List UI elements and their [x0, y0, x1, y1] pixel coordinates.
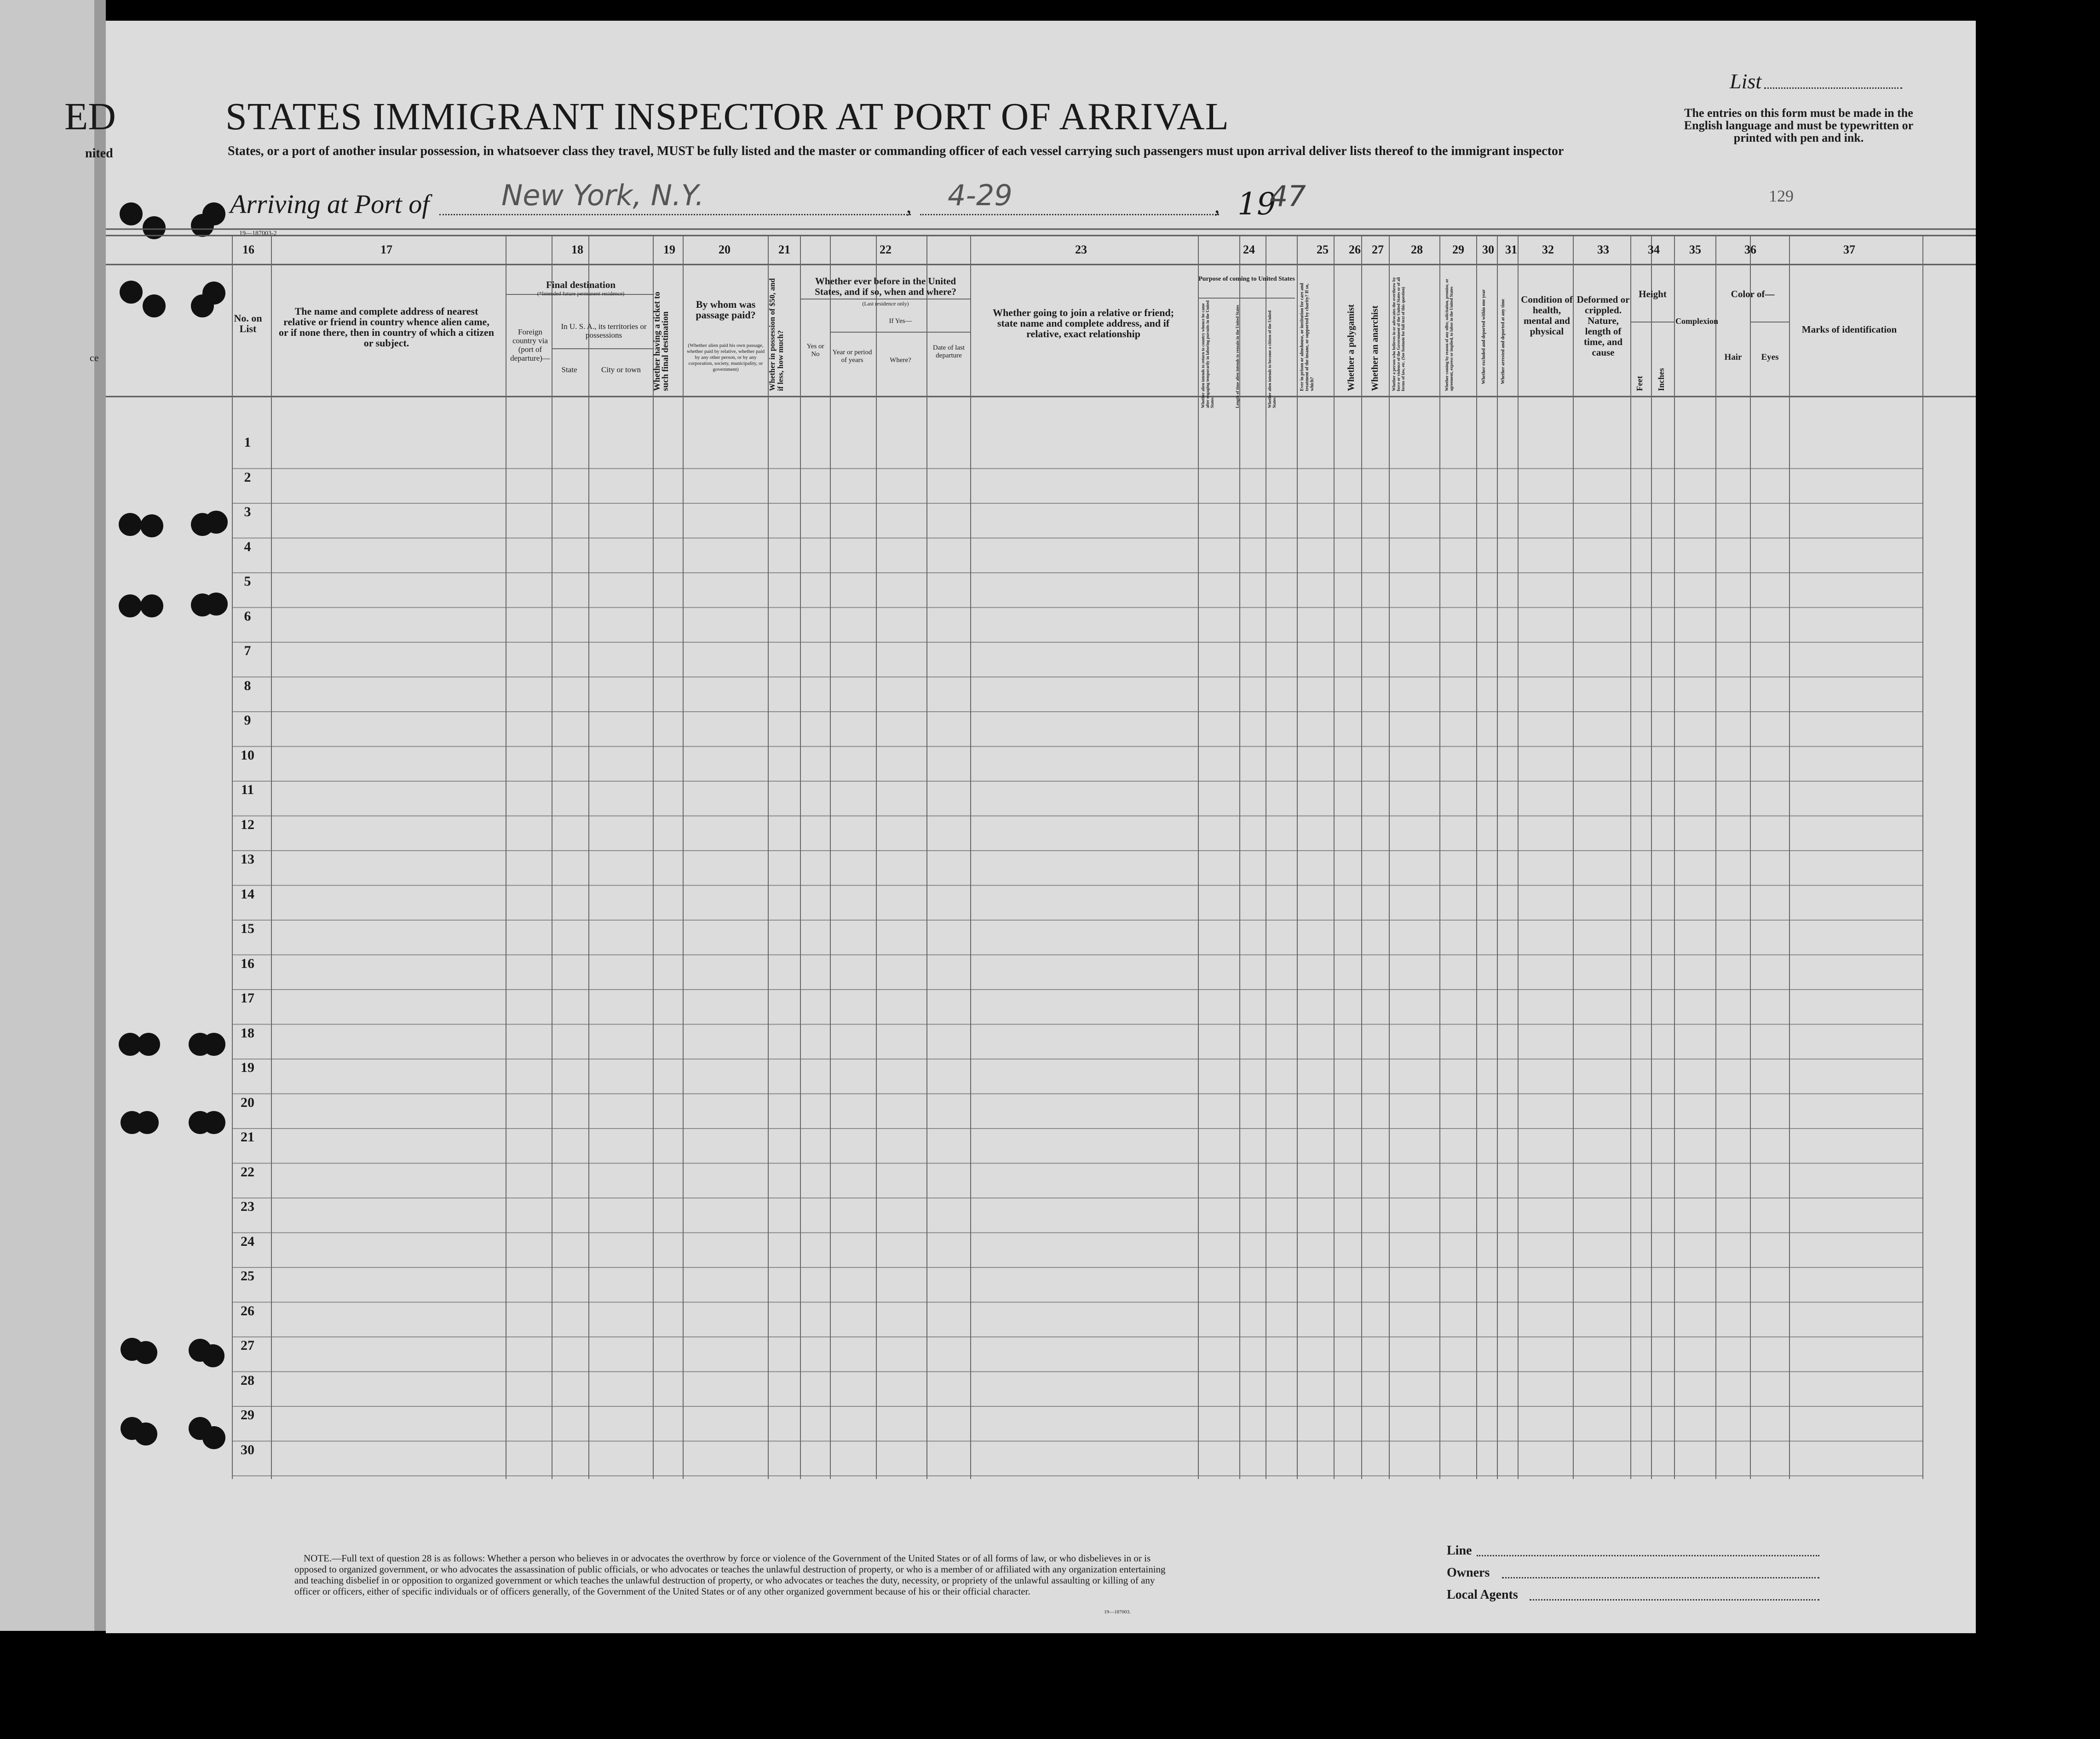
left-fragment: nited — [85, 146, 113, 161]
header-ever-before-note: (Last residence only) — [862, 300, 909, 307]
footer-code: 19—187003. — [1104, 1609, 1131, 1615]
header-year-period: Year or period of years — [832, 349, 872, 364]
form-title: STATES IMMIGRANT INSPECTOR AT PORT OF ARRIVAL — [225, 95, 1229, 138]
year-prefix: 19 — [1237, 186, 1276, 222]
row-number: 1 — [244, 435, 251, 450]
row-number: 18 — [241, 1025, 254, 1041]
header-feet: Feet — [1635, 376, 1644, 391]
row-number: 27 — [241, 1338, 254, 1353]
column-number: 23 — [1075, 243, 1087, 256]
title-fragment: ED — [64, 95, 116, 138]
header-date-departure: Date of last departure — [932, 344, 965, 359]
header-yes-no: Yes or No — [806, 343, 824, 358]
row-number: 4 — [244, 539, 251, 554]
row-number: 29 — [241, 1407, 254, 1422]
row-number: 21 — [241, 1129, 254, 1145]
column-number: 35 — [1689, 243, 1701, 256]
header-purpose-b: Length of time alien intends to remain in the United States — [1235, 305, 1240, 408]
row-number: 3 — [244, 504, 251, 519]
row-number: 7 — [244, 643, 251, 658]
column-number: 27 — [1372, 243, 1384, 256]
comma: , — [906, 194, 912, 217]
header-final-destination: Final destination — [546, 279, 616, 290]
row-number: 8 — [244, 678, 251, 693]
header-complexion: Complexion — [1675, 317, 1719, 326]
row-number: 13 — [241, 852, 254, 867]
column-number: 17 — [380, 243, 392, 256]
left-fragment-2: ce — [90, 352, 99, 363]
column-number: 32 — [1542, 243, 1554, 256]
header-in-usa: In U. S. A., its territories or possessions — [561, 322, 647, 340]
row-number: 15 — [241, 921, 254, 936]
column-number: 37 — [1843, 243, 1855, 256]
header-q30: Whether excluded and deported within one year — [1481, 289, 1486, 384]
header-q31: Whether arrested and deported at any time — [1501, 299, 1506, 384]
header-health: Condition of health, mental and physical — [1521, 294, 1573, 337]
header-if-yes: If Yes— — [889, 317, 912, 325]
column-number: 31 — [1505, 243, 1517, 256]
header-no-on-list: No. on List — [234, 312, 262, 334]
row-number: 22 — [241, 1164, 254, 1180]
row-number: 5 — [244, 574, 251, 589]
row-number: 25 — [241, 1268, 254, 1284]
row-number: 10 — [241, 747, 254, 763]
row-number: 11 — [241, 782, 254, 797]
header-purpose-a: Whether alien intends to return to country whence he came after engaging temporarily in laboring pursuits in the United States — [1201, 300, 1214, 408]
header-passage-note: (Whether alien paid his own passage, whether paid by relative, whether paid by any other person, or by any corporation, society, municipality, or government) — [686, 343, 765, 372]
header-final-destination-note: (*Intended future permanent residence) — [537, 290, 625, 297]
column-number: 24 — [1243, 243, 1255, 256]
column-number: 22 — [880, 243, 892, 256]
column-number: 20 — [719, 243, 731, 256]
header-prison: Ever in prison or almshouse, or institution for care and treatment of the insane, or supported by charity? If so, which? — [1300, 283, 1315, 391]
column-number: 21 — [778, 243, 790, 256]
port-value: New York, N.Y. — [501, 179, 704, 212]
header-foreign-country: Foreign country via (port of departure)— — [510, 328, 550, 363]
column-number: 34 — [1648, 243, 1660, 256]
header-join-relative: Whether going to join a relative or friend; state name and complete address, and if relative, exact relationship — [992, 307, 1174, 340]
row-number: 20 — [241, 1094, 254, 1110]
list-label: List — [1730, 69, 1762, 93]
column-number: 26 — [1349, 243, 1361, 256]
header-eyes: Eyes — [1761, 352, 1779, 362]
footnote: NOTE.—Full text of question 28 is as follows: Whether a person who believes in or advocates the overthrow by force or violence of the Government of the United States or of all forms of law, or who disbelieves in or is opposed to organized government, or who advocates the assassination of public officials, or who advocates or teaches the unlawful destruction of property, or who is a member of or affiliated with any organization entertaining and teaching disbelief in or opposition to organized government or which teaches the unlawful destruction of property, or who advocates or teaches the duty, necessity, or propriety of the unlawful assaulting or killing of any officer or officers, either of specific individuals or of officers generally, of the Government of the United States or of any other organized government because of his or their official character. — [294, 1553, 1166, 1597]
local-agents-field[interactable] — [1530, 1599, 1819, 1601]
header-where: Where? — [890, 357, 911, 364]
header-anarchist: Whether an anarchist — [1370, 305, 1380, 391]
header-q28: Whether a person who believes in or advocates the overthrow by force or violence of the Government of the United States or of all forms of law, etc. (See footnote for full text of this question) — [1392, 277, 1405, 391]
page-stamp: 129 — [1769, 187, 1794, 205]
row-number: 6 — [244, 608, 251, 624]
header-deformed: Deformed or crippled. Nature, length of time, and cause — [1576, 294, 1630, 358]
line-label: Line — [1447, 1543, 1472, 1558]
header-hair: Hair — [1724, 352, 1742, 362]
header-inches: Inches — [1657, 368, 1666, 391]
comma: , — [1214, 194, 1220, 217]
column-number: 33 — [1597, 243, 1609, 256]
column-number: 16 — [242, 243, 254, 256]
owners-field[interactable] — [1502, 1577, 1819, 1578]
row-number: 14 — [241, 886, 254, 902]
column-number: 30 — [1482, 243, 1494, 256]
line-field[interactable] — [1477, 1555, 1819, 1556]
row-number: 9 — [244, 713, 251, 728]
header-state: State — [561, 365, 577, 374]
column-number: 18 — [571, 243, 583, 256]
row-number: 12 — [241, 817, 254, 832]
row-number: 19 — [241, 1060, 254, 1075]
row-number: 17 — [241, 990, 254, 1006]
header-ever-before: Whether ever before in the United States, and if so, when and where? — [815, 276, 956, 297]
form-code: 19—187003-2 — [239, 230, 277, 237]
header-nearest-relative: The name and complete address of nearest relative or friend in country whence alien came, or if none there, then in country of which a citizen or subject. — [279, 305, 494, 349]
header-purpose: Purpose of coming to United States — [1198, 276, 1295, 282]
header-purpose-c: Whether alien intends to become a citizen of the United States — [1267, 310, 1277, 408]
arriving-label: Arriving at Port of — [230, 189, 430, 219]
owners-label: Owners — [1447, 1566, 1490, 1580]
column-number: 25 — [1317, 243, 1329, 256]
header-q29: Whether coming by reason of any offer, solicitation, promise, or agreement, express or implied, to labor in the United States — [1444, 279, 1454, 391]
row-number: 24 — [241, 1233, 254, 1249]
row-number: 30 — [241, 1442, 254, 1457]
header-polygamist: Whether a polygamist — [1346, 304, 1356, 391]
local-agents-label: Local Agents — [1447, 1588, 1518, 1602]
header-height: Height — [1639, 288, 1667, 299]
header-marks: Marks of identification — [1801, 324, 1897, 335]
header-city: City or town — [601, 365, 641, 374]
header-fifty-dollars: Whether in possession of $50, and if less, how much? — [768, 278, 785, 391]
header-passage-paid: By whom was passage paid? — [696, 299, 756, 321]
header-color-of: Color of— — [1731, 288, 1775, 299]
form-subtitle: States, or a port of another insular possession, in whatsoever class they travel, MUST be fully listed and the master or commanding officer of each vessel carrying such passengers must upon arrival deliver lists thereof to the immigrant inspector — [228, 144, 1564, 158]
year-value: 47 — [1270, 179, 1306, 213]
row-number: 2 — [244, 469, 251, 485]
column-number: 19 — [663, 243, 675, 256]
column-number: 29 — [1452, 243, 1464, 256]
column-number: 36 — [1744, 243, 1756, 256]
row-number: 28 — [241, 1372, 254, 1388]
form-notice: The entries on this form must be made in the English language and must be typewritten or printed with pen and ink. — [1684, 106, 1914, 144]
row-number: 16 — [241, 956, 254, 971]
date-value: 4-29 — [948, 179, 1013, 212]
header-ticket: Whether having a ticket to such final destination — [652, 291, 670, 391]
column-number: 28 — [1411, 243, 1423, 256]
row-number: 23 — [241, 1199, 254, 1214]
row-number: 26 — [241, 1303, 254, 1319]
